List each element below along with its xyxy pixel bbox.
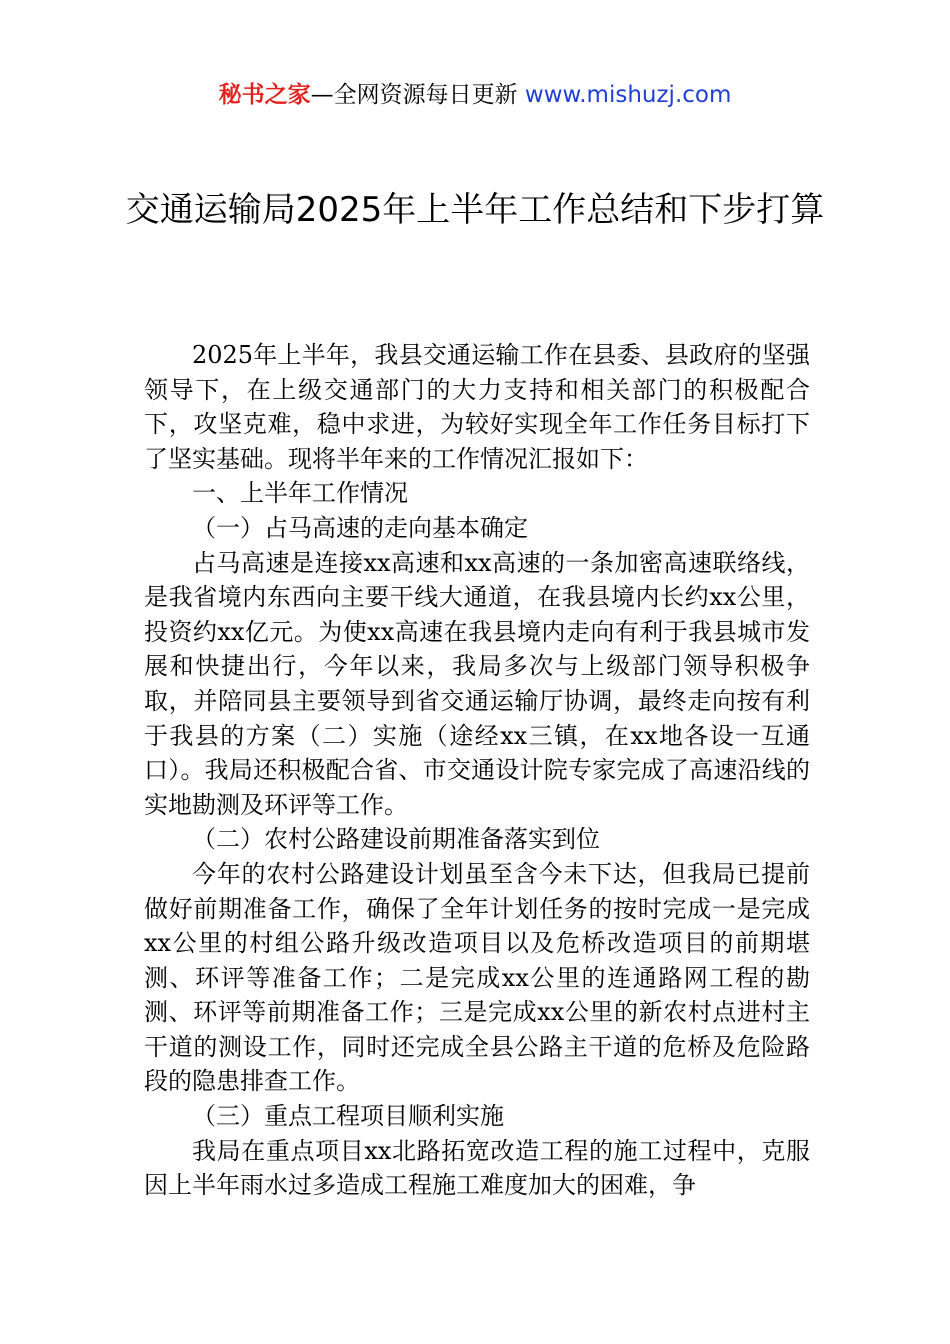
- site-brand: 秘书之家: [218, 82, 311, 108]
- site-header: [0, 78, 950, 112]
- site-url-link[interactable]: www.mishuzj.com: [524, 82, 732, 108]
- section-heading-1: 一、上半年工作情况: [192, 479, 408, 508]
- paragraph-key-projects: 我局在重点项目xx北路拓宽改造工程的施工过程中，克服因上半年雨水过多造成工程施工难度加大的困难，争: [144, 1136, 810, 1200]
- document-title: 交通运输局2025年上半年工作总结和下步打算: [125, 190, 825, 230]
- subsection-heading-2: （二）农村公路建设前期准备落实到位: [192, 825, 600, 854]
- paragraph-highway: 占马高速是连接xx高速和xx高速的一条加密高速联络线，是我省境内东西向主要干线大通道，在我县境内长约xx公里，投资约xx亿元。为使xx高速在我县境内走向有利于我县城市发展和快捷出行，今年以来，我局多次与上级部门领导积极争取，并陪同县主要领导到省交通运输厅协调，最终走向按有利于我县的方案（二）实施（途经xx三镇，在xx地各设一互通口）。我局还积极配合省、市交通设计院专家完成了高速沿线的实地勘测及环评等工作。: [144, 548, 810, 819]
- subsection-heading-1: （一）占马高速的走向基本确定: [192, 513, 528, 542]
- subsection-heading-3: （三）重点工程项目顺利实施: [192, 1102, 504, 1131]
- paragraph-rural-roads: 今年的农村公路建设计划虽至含今未下达，但我局已提前做好前期准备工作，确保了全年计划任务的按时完成一是完成xx公里的村组公路升级改造项目以及危桥改造项目的前期堪测、环评等准备工作；二是完成xx公里的连通路网工程的勘测、环评等前期准备工作；三是完成xx公里的新农村点进村主干道的测设工作，同时还完成全县公路主干道的危桥及危险路段的隐患排查工作。: [144, 859, 810, 1096]
- site-tagline: —全网资源每日更新: [310, 82, 525, 108]
- document-body: [144, 338, 810, 1203]
- intro-paragraph: 2025年上半年，我县交通运输工作在县委、县政府的坚强领导下，在上级交通部门的大力支持和相关部门的积极配合下，攻坚克难，稳中求进，为较好实现全年工作任务目标打下了坚实基础。现将半年来的工作情况汇报如下：: [144, 341, 810, 473]
